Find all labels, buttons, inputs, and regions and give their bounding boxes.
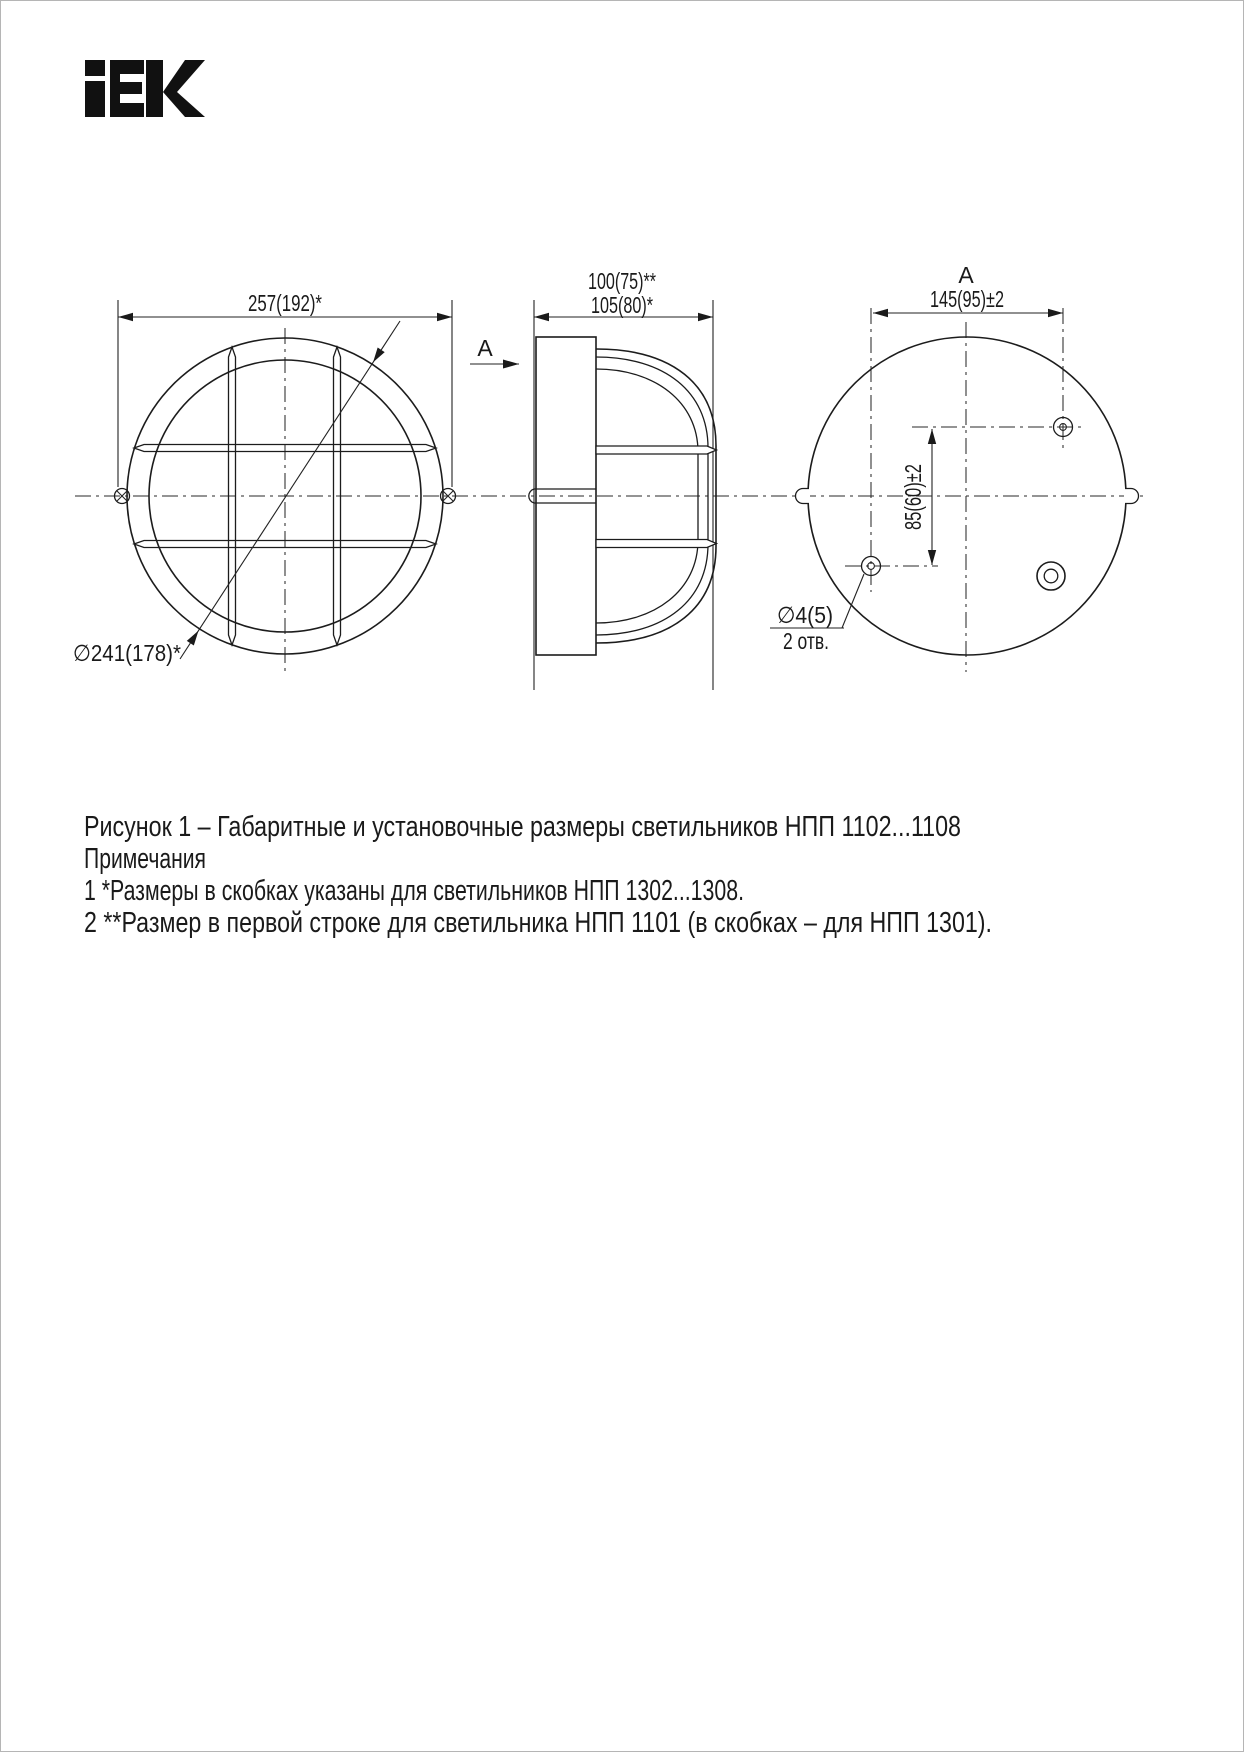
view-a-label: А <box>477 335 493 361</box>
side-depth-dim-row1: 100(75)** <box>588 268 657 294</box>
figure-title: Рисунок 1 – Габаритные и установочные размеры светильников НПП 1102...1108 <box>84 811 961 843</box>
iek-logo-e-mid <box>110 82 142 94</box>
rear-holes-vertical-dim-text: 85(60)±2 <box>900 438 926 530</box>
side-grid-bar-top <box>596 446 717 454</box>
note-1: 1 *Размеры в скобках указаны для светильников НПП 1302...1308. <box>84 875 744 907</box>
note-2: 2 **Размер в первой строке для светильника НПП 1101 (в скобках – для НПП 1301). <box>84 907 992 939</box>
iek-logo-k-spine <box>146 60 163 117</box>
notes-header: Примечания <box>84 843 206 875</box>
side-depth-dim-row2: 105(80)* <box>591 292 654 318</box>
iek-logo-e-bottom <box>110 103 144 117</box>
front-width-dim-text: 257(192)* <box>248 290 323 316</box>
iek-logo-i-dot <box>85 60 105 76</box>
rear-hole-count-text: 2 отв. <box>783 628 829 654</box>
rear-holes-horizontal-dim-text: 145(95)±2 <box>930 286 1004 312</box>
iek-logo-i-stem <box>85 81 105 117</box>
rear-view-label: А <box>958 262 974 288</box>
side-grid-bar-bottom <box>596 540 717 548</box>
iek-logo-e-top <box>110 60 144 74</box>
rear-hole-dia-text: ∅4(5) <box>777 602 833 628</box>
front-glass-dia-text: ∅241(178)* <box>73 640 182 666</box>
